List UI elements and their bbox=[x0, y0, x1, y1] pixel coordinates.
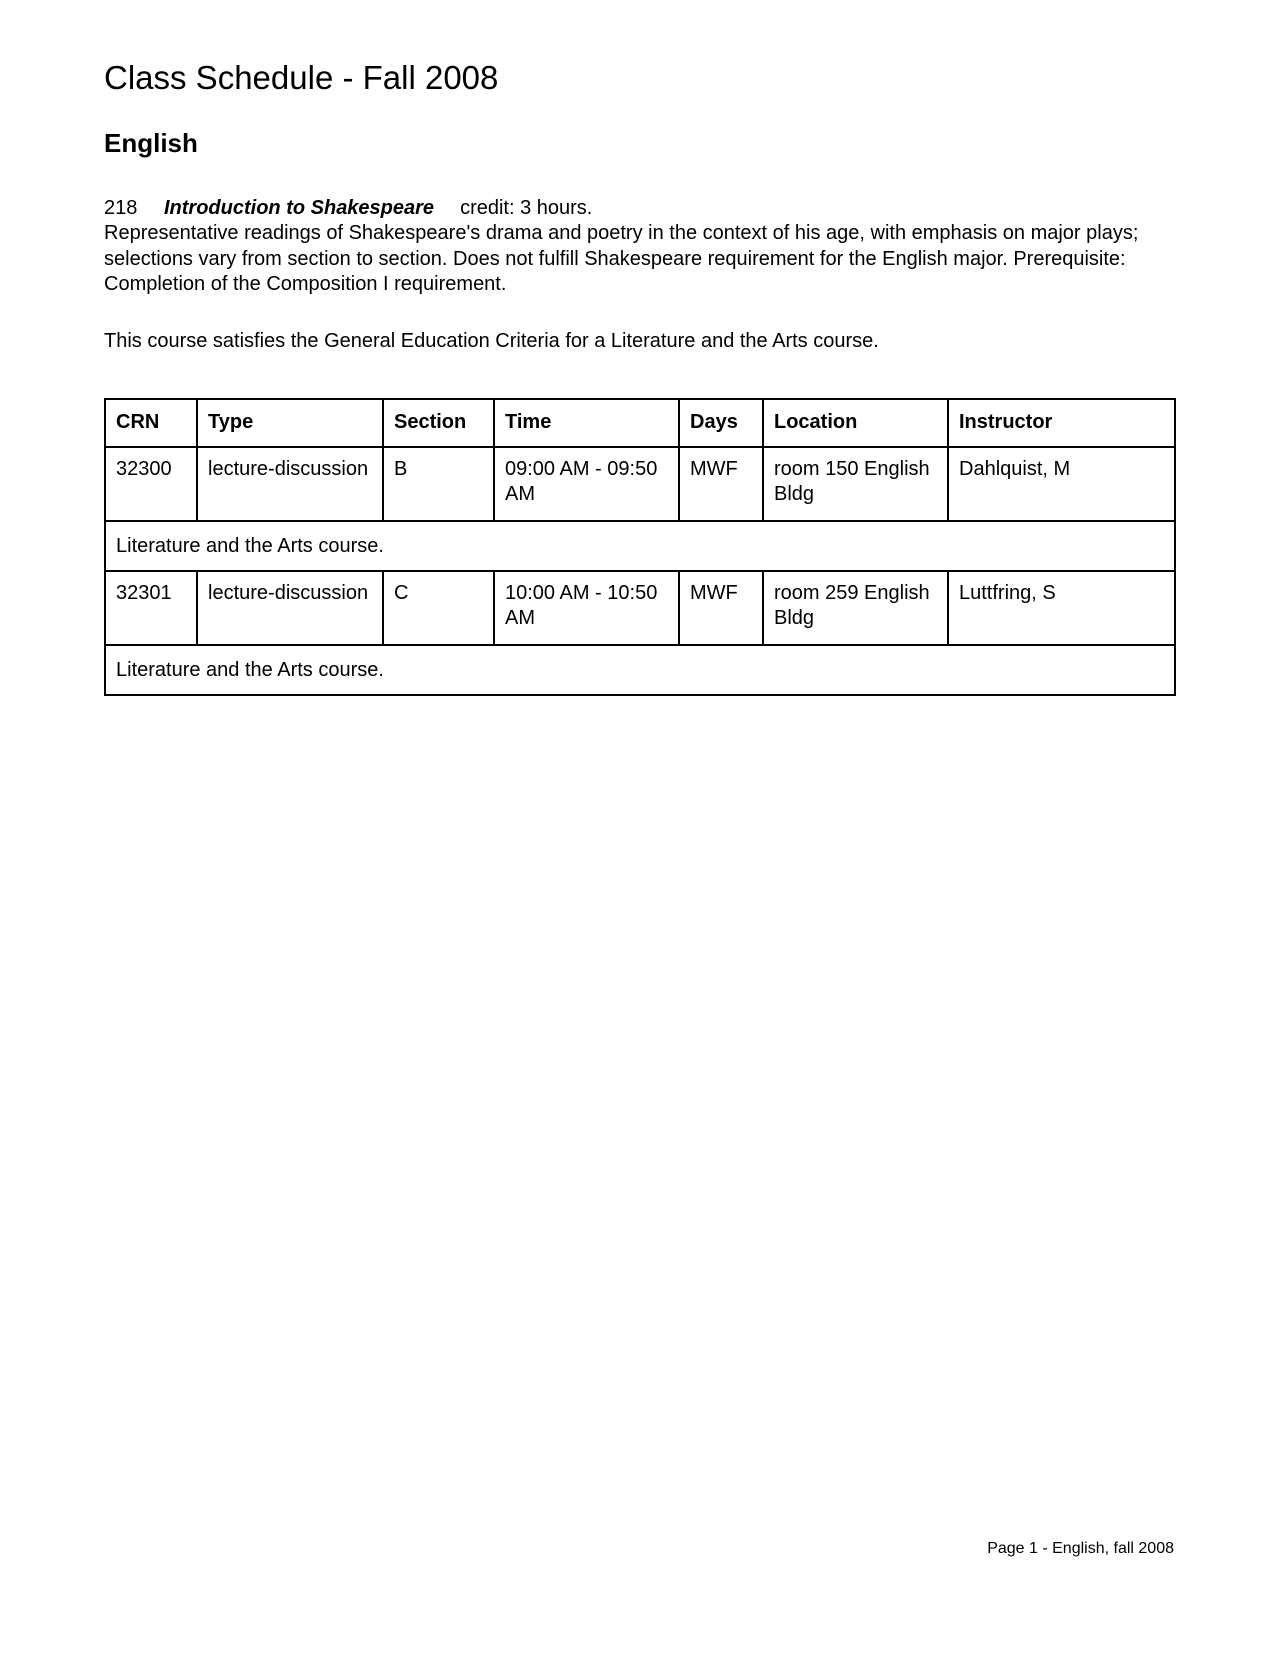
table-row bbox=[105, 447, 1175, 521]
column-header: Time bbox=[494, 399, 679, 447]
time-cell: 09:00 AM - 09:50 AM bbox=[494, 447, 679, 521]
column-header: Days bbox=[679, 399, 763, 447]
table-note-row bbox=[105, 521, 1175, 571]
page-footer: Page 1 - English, fall 2008 bbox=[987, 1540, 1174, 1557]
crn-cell: 32300 bbox=[105, 447, 197, 521]
time-cell: 10:00 AM - 10:50 AM bbox=[494, 571, 679, 645]
type-cell: lecture-discussion bbox=[197, 571, 383, 645]
page-title: Class Schedule - Fall 2008 bbox=[104, 59, 499, 96]
section-note: Literature and the Arts course. bbox=[105, 645, 1175, 695]
course-name: Introduction to Shakespeare bbox=[164, 197, 435, 219]
crn-cell: 32301 bbox=[105, 571, 197, 645]
course-number: 218 bbox=[104, 197, 138, 219]
location-cell: room 259 English Bldg bbox=[763, 571, 948, 645]
table-note-row bbox=[105, 645, 1175, 695]
instructor-cell: Luttfring, S bbox=[948, 571, 1175, 645]
days-cell: MWF bbox=[679, 447, 763, 521]
days-cell: MWF bbox=[679, 571, 763, 645]
location-cell: room 150 English Bldg bbox=[763, 447, 948, 521]
column-header: Type bbox=[197, 399, 383, 447]
instructor-cell: Dahlquist, M bbox=[948, 447, 1175, 521]
column-header: Location bbox=[763, 399, 948, 447]
table-row bbox=[105, 571, 1175, 645]
gen-ed-statement: This course satisfies the General Education Criteria for a Literature and the Arts course. bbox=[104, 330, 879, 352]
section-cell: B bbox=[383, 447, 494, 521]
section-cell: C bbox=[383, 571, 494, 645]
department-title: English bbox=[104, 128, 198, 158]
course-header bbox=[104, 196, 592, 221]
type-cell: lecture-discussion bbox=[197, 447, 383, 521]
section-table bbox=[104, 398, 1176, 696]
column-header: CRN bbox=[105, 399, 197, 447]
column-header: Section bbox=[383, 399, 494, 447]
course-description: Representative readings of Shakespeare's drama and poetry in the context of his age, with emphasis on major plays; selections vary from section to section. Does not fulfill Shakespeare requirement for the English major. Prerequisite: Completion of the Composition I requirement. bbox=[104, 222, 1139, 295]
column-header: Instructor bbox=[948, 399, 1175, 447]
table-header-row bbox=[105, 399, 1175, 447]
section-note: Literature and the Arts course. bbox=[105, 521, 1175, 571]
course-credit: credit: 3 hours. bbox=[460, 197, 593, 219]
